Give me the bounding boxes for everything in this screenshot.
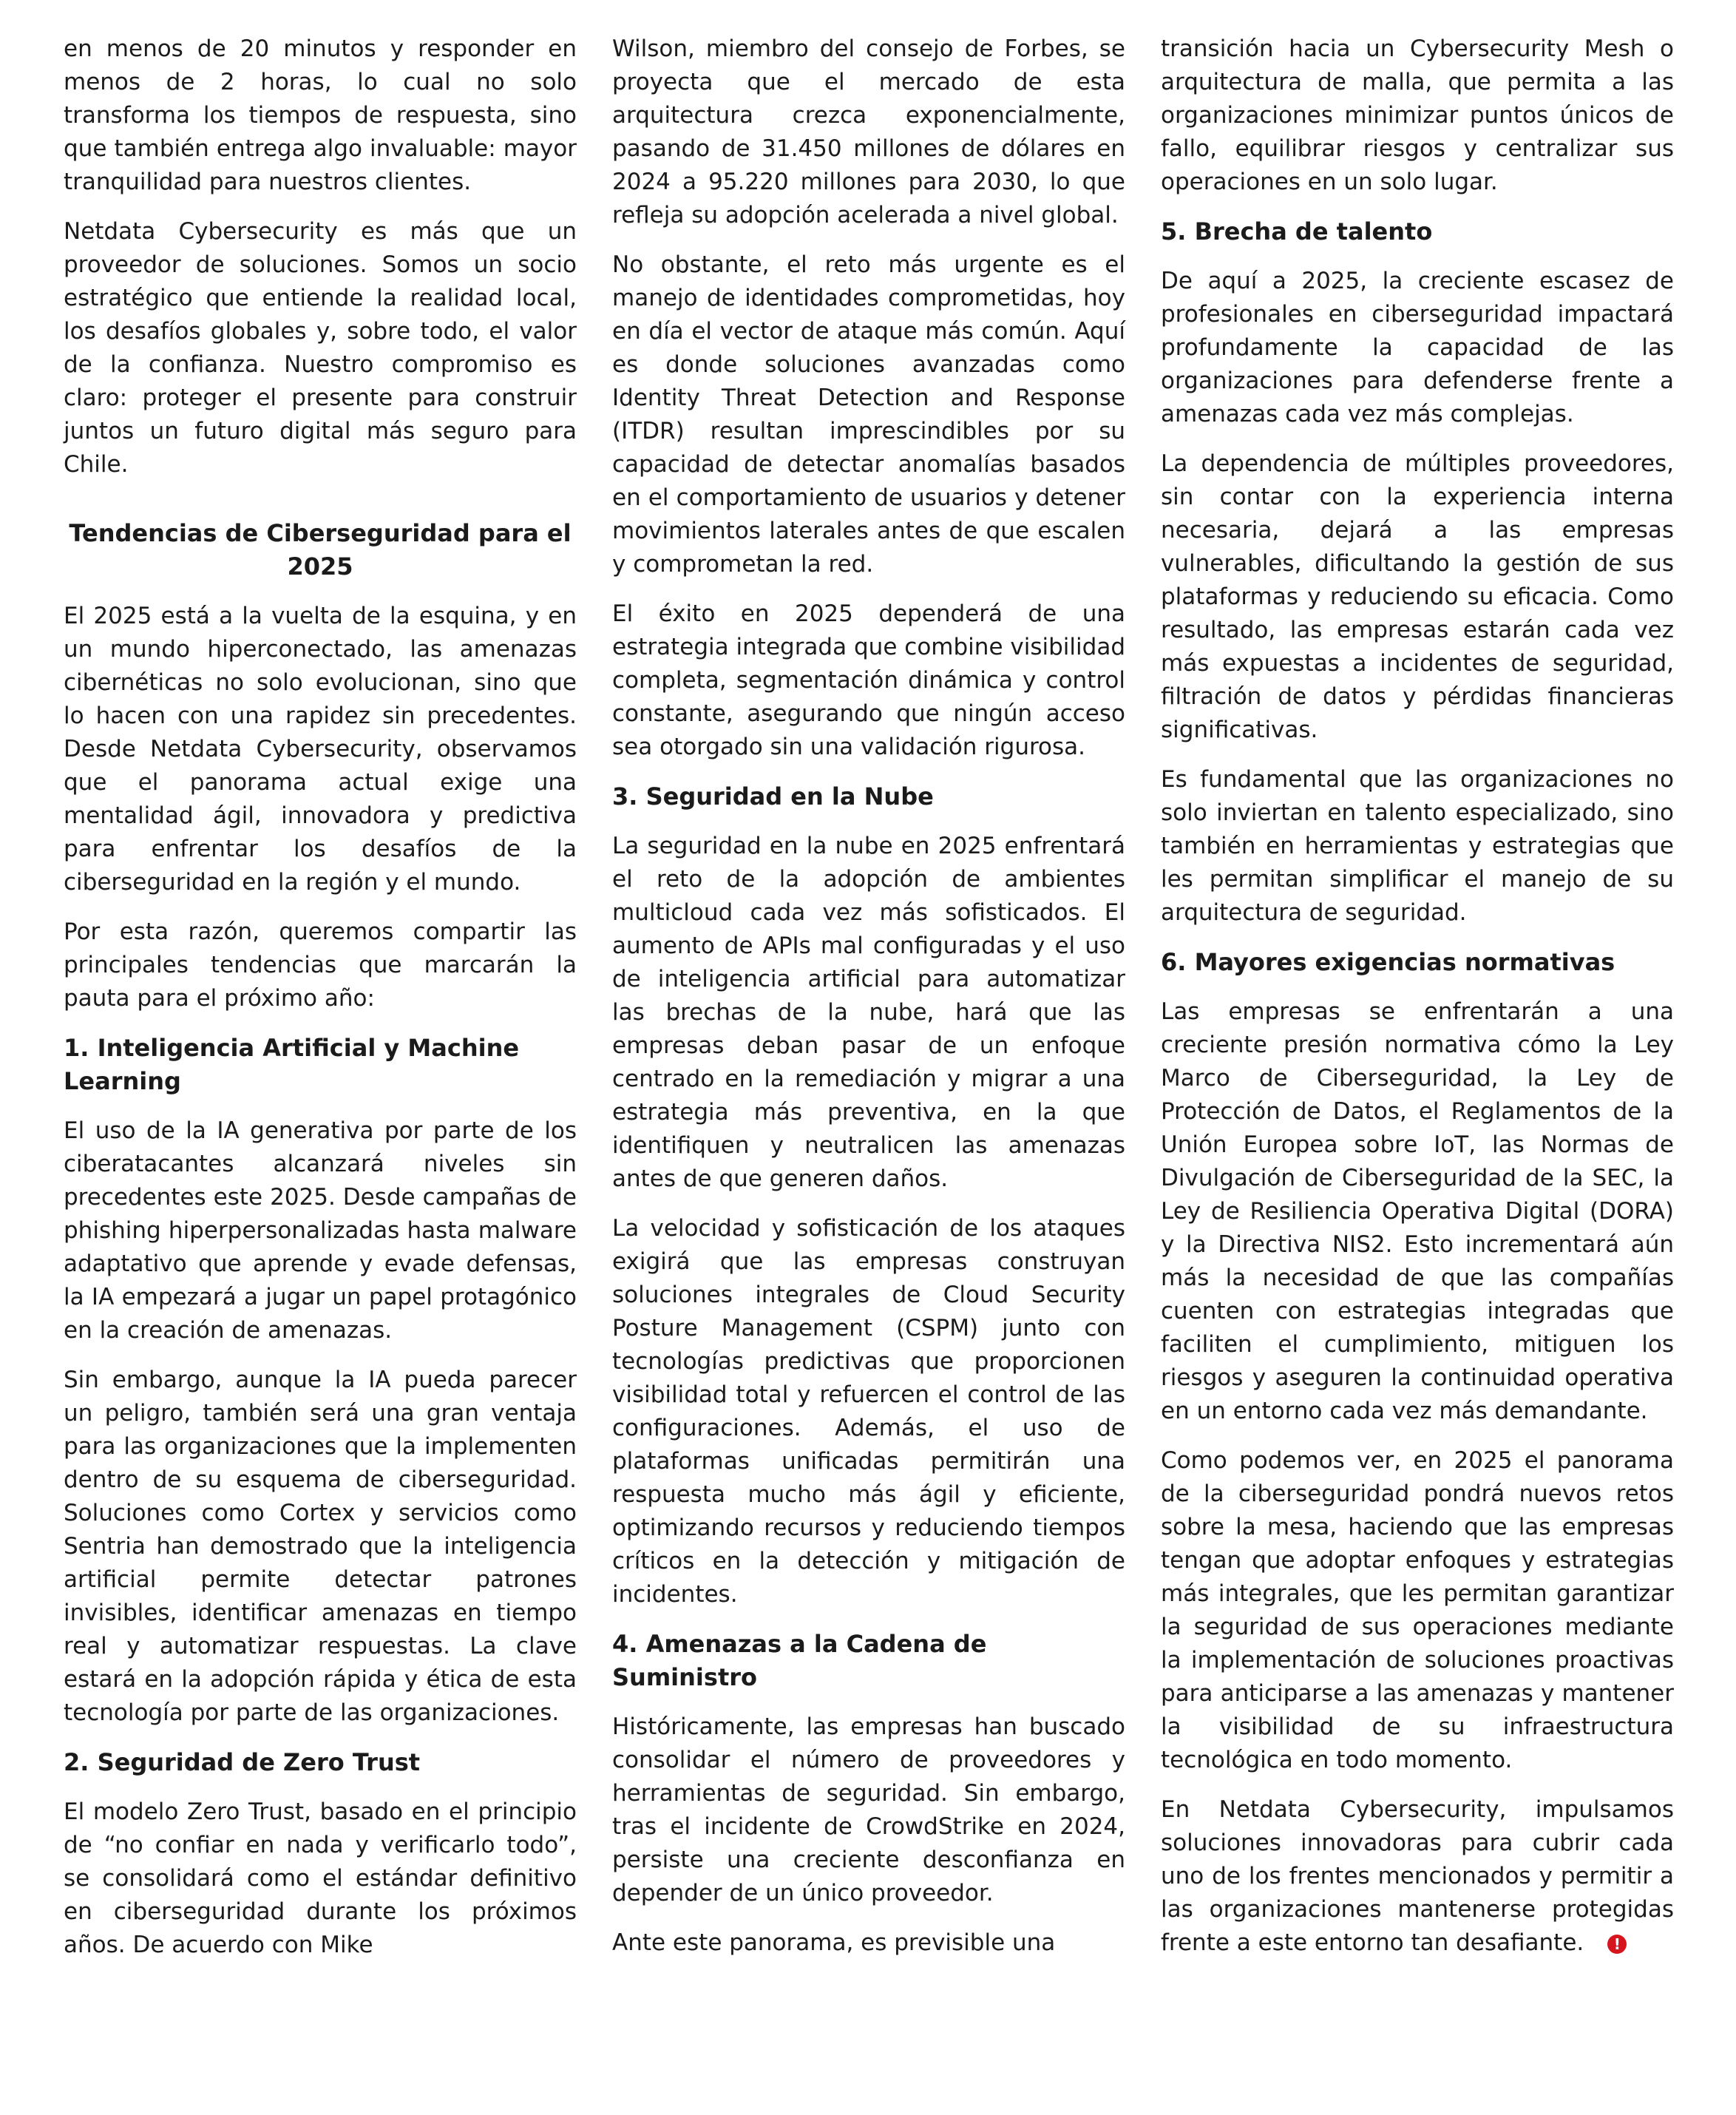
paragraph: La velocidad y sofisticación de los ataques exigirá que las empresas construyan soluciones integrales de Cloud Security Posture Management (CSPM) junto con tecnologías predictivas que proporcionen visibilidad total y refuercen el control de las configuraciones. Además, el uso de plataformas unificadas permitirán una respuesta mucho más ágil y eficiente, optimizando recursos y reduciendo tiempos críticos en la detección y mitigación de incidentes.: [612, 1215, 1125, 1608]
paragraph: La seguridad en la nube en 2025 enfrentará el reto de la adopción de ambientes multicloud cada vez más sofisticados. El aumento de APIs mal configuradas y el uso de inteligencia artificial para automatizar las brechas de la nube, hará que las empresas deban pasar de un enfoque centrado en la remediación y migrar a una estrategia más preventiva, en la que identifiquen y neutralicen las amenazas antes de que generen daños.: [612, 833, 1125, 1192]
section-heading-nube: 3. Seguridad en la Nube: [612, 782, 934, 811]
paragraph: No obstante, el reto más urgente es el manejo de identidades comprometidas, hoy en día el vector de ataque más común. Aquí es donde soluciones avanzadas como Identity Threat Detection and Response (ITDR) resultan imprescindibles por su capacidad de detectar anomalías basados en el comportamiento de usuarios y detener movimientos laterales antes de que escalen y comprometan la red.: [612, 251, 1125, 578]
paragraph: Netdata Cybersecurity es más que un proveedor de soluciones. Somos un socio estratégico que entiende la realidad local, los desafíos globales y, sobre todo, el valor de la confianza. Nuestro compromiso es claro: proteger el presente para construir juntos un futuro digital más seguro para Chile.: [64, 218, 577, 478]
section-heading-zero-trust: 2. Seguridad de Zero Trust: [64, 1748, 421, 1776]
paragraph: De aquí a 2025, la creciente escasez de profesionales en ciberseguridad impactará profundamente la capacidad de las organizaciones para defenderse frente a amenazas cada vez más complejas.: [1161, 268, 1674, 427]
column-3: [1161, 33, 1674, 1976]
paragraph: Sin embargo, aunque la IA pueda parecer un peligro, también será una gran ventaja para las organizaciones que la implementen dentro de su esquema de ciberseguridad. Soluciones como Cortex y servicios como Sentria han demostrado que la inteligencia artificial permite detectar patrones invisibles, identificar amenazas en tiempo real y automatizar respuestas. La clave estará en la adopción rápida y ética de esta tecnología por parte de las organizaciones.: [64, 1367, 577, 1726]
paragraph: Las empresas se enfrentarán a una creciente presión normativa cómo la Ley Marco de Ciberseguridad, la Ley de Protección de Datos, el Reglamentos de la Unión Europea sobre IoT, las Normas de Divulgación de Ciberseguridad de la SEC, la Ley de Resiliencia Operativa Digital (DORA) y la Directiva NIS2. Esto incrementará aún más la necesidad de que las compañías cuenten con estrategias integradas que faciliten el cumplimiento, mitiguen los riesgos y aseguren la continuidad operativa en un entorno cada vez más demandante.: [1161, 998, 1674, 1424]
paragraph: Como podemos ver, en 2025 el panorama de la ciberseguridad pondrá nuevos retos sobre la mesa, haciendo que las empresas tengan que adoptar enfoques y estrategias más integrales, que les permitan garantizar la seguridad de sus operaciones mediante la implementación de soluciones proactivas para anticiparse a las amenazas y mantener la visibilidad de su infraestructura tecnológica en todo momento.: [1161, 1447, 1674, 1773]
paragraph: El modelo Zero Trust, basado en el principio de “no confiar en nada y verificarlo todo”, se consolidará como el estándar definitivo en ciberseguridad durante los próximos años. De acuerdo con Mike: [64, 1798, 577, 1958]
paragraph: Históricamente, las empresas han buscado consolidar el número de proveedores y herramientas de seguridad. Sin embargo, tras el incidente de CrowdStrike en 2024, persiste una creciente desconfianza en depender de un único proveedor.: [612, 1713, 1125, 1906]
paragraph: El 2025 está a la vuelta de la esquina, y en un mundo hiperconectado, las amenazas cibernéticas no solo evolucionan, sino que lo hacen con una rapidez sin precedentes. Desde Netdata Cybersecurity, observamos que el panorama actual exige una mentalidad ágil, innovadora y predictiva para enfrentar los desafíos de la ciberseguridad en la región y el mundo.: [64, 603, 577, 896]
paragraph: Wilson, miembro del consejo de Forbes, se proyecta que el mercado de esta arquitectura crezca exponencialmente, pasando de 31.450 millones de dólares en 2024 a 95.220 millones para 2030, lo que refleja su adopción acelerada a nivel global.: [612, 35, 1125, 229]
section-heading-talento: 5. Brecha de talento: [1161, 217, 1433, 246]
alert-dot-icon: !: [1607, 1935, 1627, 1954]
column-2: [612, 33, 1125, 1976]
closing-paragraph: [1161, 1793, 1674, 1960]
section-heading-tendencias: Tendencias de Ciberseguridad para el 2025: [69, 519, 572, 581]
paragraph: Por esta razón, queremos compartir las principales tendencias que marcarán la pauta para el próximo año:: [64, 918, 577, 1012]
section-heading-ia: 1. Inteligencia Artificial y Machine Learning: [64, 1034, 520, 1095]
column-1: [64, 33, 577, 1978]
paragraph: Ante este panorama, es previsible una: [612, 1929, 1056, 1956]
paragraph: La dependencia de múltiples proveedores, sin contar con la experiencia interna necesaria, dejará a las empresas vulnerables, dificultando la gestión de sus plataformas y reduciendo su eficacia. Como resultado, las empresas estarán cada vez más expuestas a incidentes de seguridad, filtración de datos y pérdidas financieras significativas.: [1161, 450, 1674, 743]
paragraph: El uso de la IA generativa por parte de los ciberatacantes alcanzará niveles sin precedentes este 2025. Desde campañas de phishing hiperpersonalizadas hasta malware adaptativo que aprende y evade defensas, la IA empezará a jugar un papel protagónico en la creación de amenazas.: [64, 1117, 577, 1344]
closing-text: En Netdata Cybersecurity, impulsamos soluciones innovadoras para cubrir cada uno de los frentes mencionados y permitir a las organizaciones mantenerse protegidas frente a este entorno tan desafiante.: [1161, 1796, 1674, 1956]
paragraph: El éxito en 2025 dependerá de una estrategia integrada que combine visibilidad completa, segmentación dinámica y control constante, asegurando que ningún acceso sea otorgado sin una validación rigurosa.: [612, 600, 1125, 760]
paragraph: transición hacia un Cybersecurity Mesh o arquitectura de malla, que permita a las organizaciones minimizar puntos únicos de fallo, equilibrar riesgos y centralizar sus operaciones en un solo lugar.: [1161, 35, 1674, 195]
section-heading-normativas: 6. Mayores exigencias normativas: [1161, 948, 1615, 976]
section-heading-cadena-suministro: 4. Amenazas a la Cadena de Suministro: [612, 1630, 987, 1691]
paragraph: Es fundamental que las organizaciones no solo inviertan en talento especializado, sino también en herramientas y estrategias que les permitan simplificar el manejo de su arquitectura de seguridad.: [1161, 766, 1674, 926]
paragraph: en menos de 20 minutos y responder en menos de 2 horas, lo cual no solo transforma los tiempos de respuesta, sino que también entrega algo invaluable: mayor tranquilidad para nuestros clientes.: [64, 35, 577, 195]
